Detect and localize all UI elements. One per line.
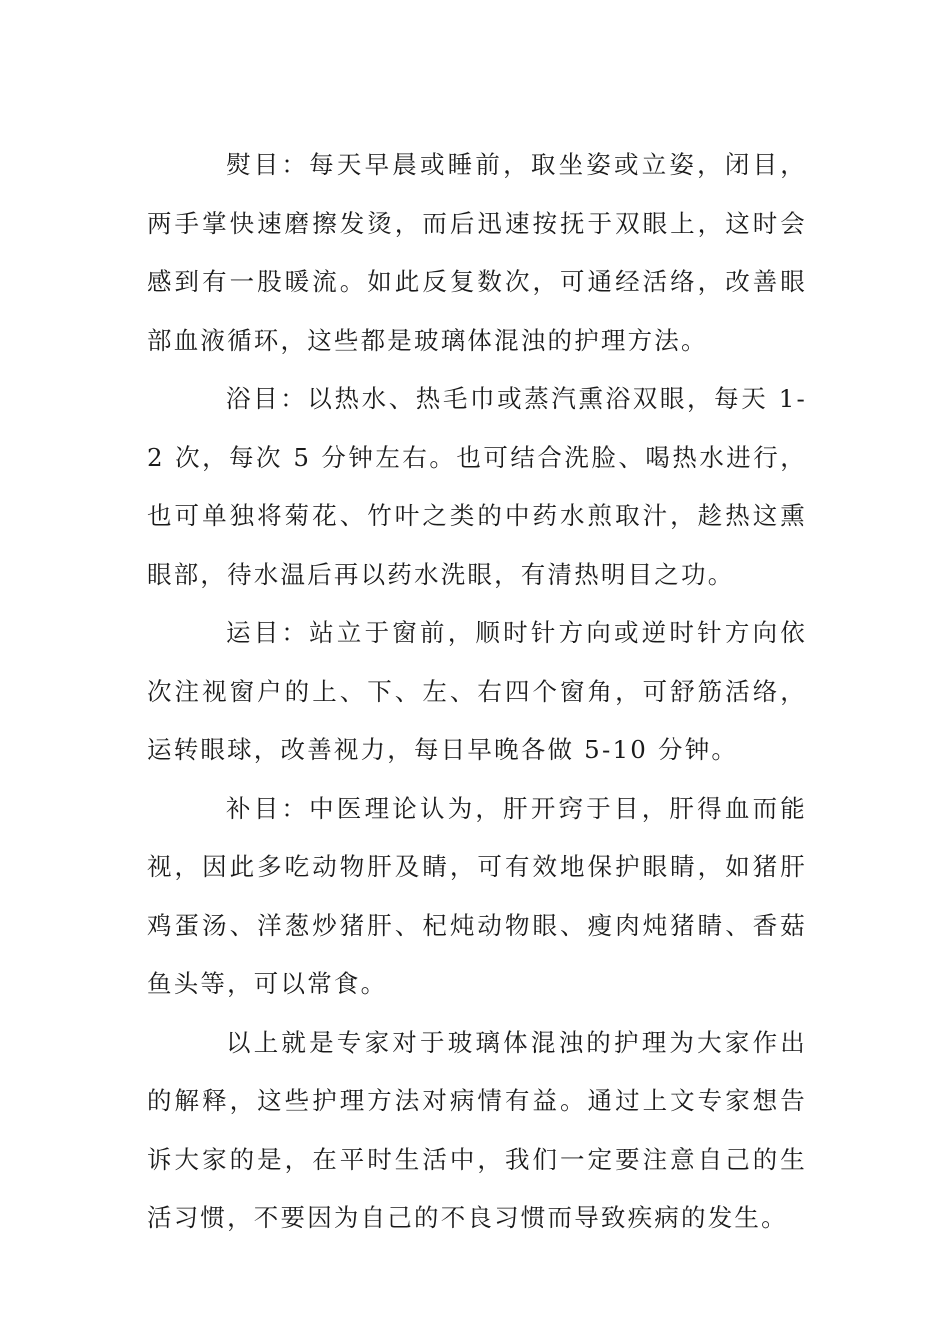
paragraph-conclusion: 以上就是专家对于玻璃体混浊的护理为大家作出的解释，这些护理方法对病情有益。通过上文专家想告诉大家的是，在平时生活中，我们一定要注意自己的生活习惯，不要因为自己的不良习惯而导致疾病的发生。 [147,1027,807,1232]
paragraph-eye-exercise: 运目：站立于窗前，顺时针方向或逆时针方向依次注视窗户的上、下、左、右四个窗角，可舒筋活络，运转眼球，改善视力，每日早晚各做 5-10 分钟。 [147,618,807,764]
paragraph-eye-nourishing: 补目：中医理论认为，肝开窍于目，肝得血而能视，因此多吃动物肝及睛，可有效地保护眼睛，如猪肝鸡蛋汤、洋葱炒猪肝、杞炖动物眼、瘦肉炖猪睛、香菇鱼头等，可以常食。 [147,793,807,998]
paragraph-eye-warming: 熨目：每天早晨或睡前，取坐姿或立姿，闭目，两手掌快速磨擦发烫，而后迅速按抚于双眼上，这时会感到有一股暖流。如此反复数次，可通经活络，改善眼部血液循环，这些都是玻璃体混浊的护理方法。 [147,150,807,355]
paragraph-eye-bathing: 浴目：以热水、热毛巾或蒸汽熏浴双眼，每天 1-2 次，每次 5 分钟左右。也可结合洗脸、喝热水进行，也可单独将菊花、竹叶之类的中药水煎取汁，趁热这熏眼部，待水温后再以药水洗眼，有清热明目之功。 [147,384,807,589]
document-body [147,136,807,1248]
